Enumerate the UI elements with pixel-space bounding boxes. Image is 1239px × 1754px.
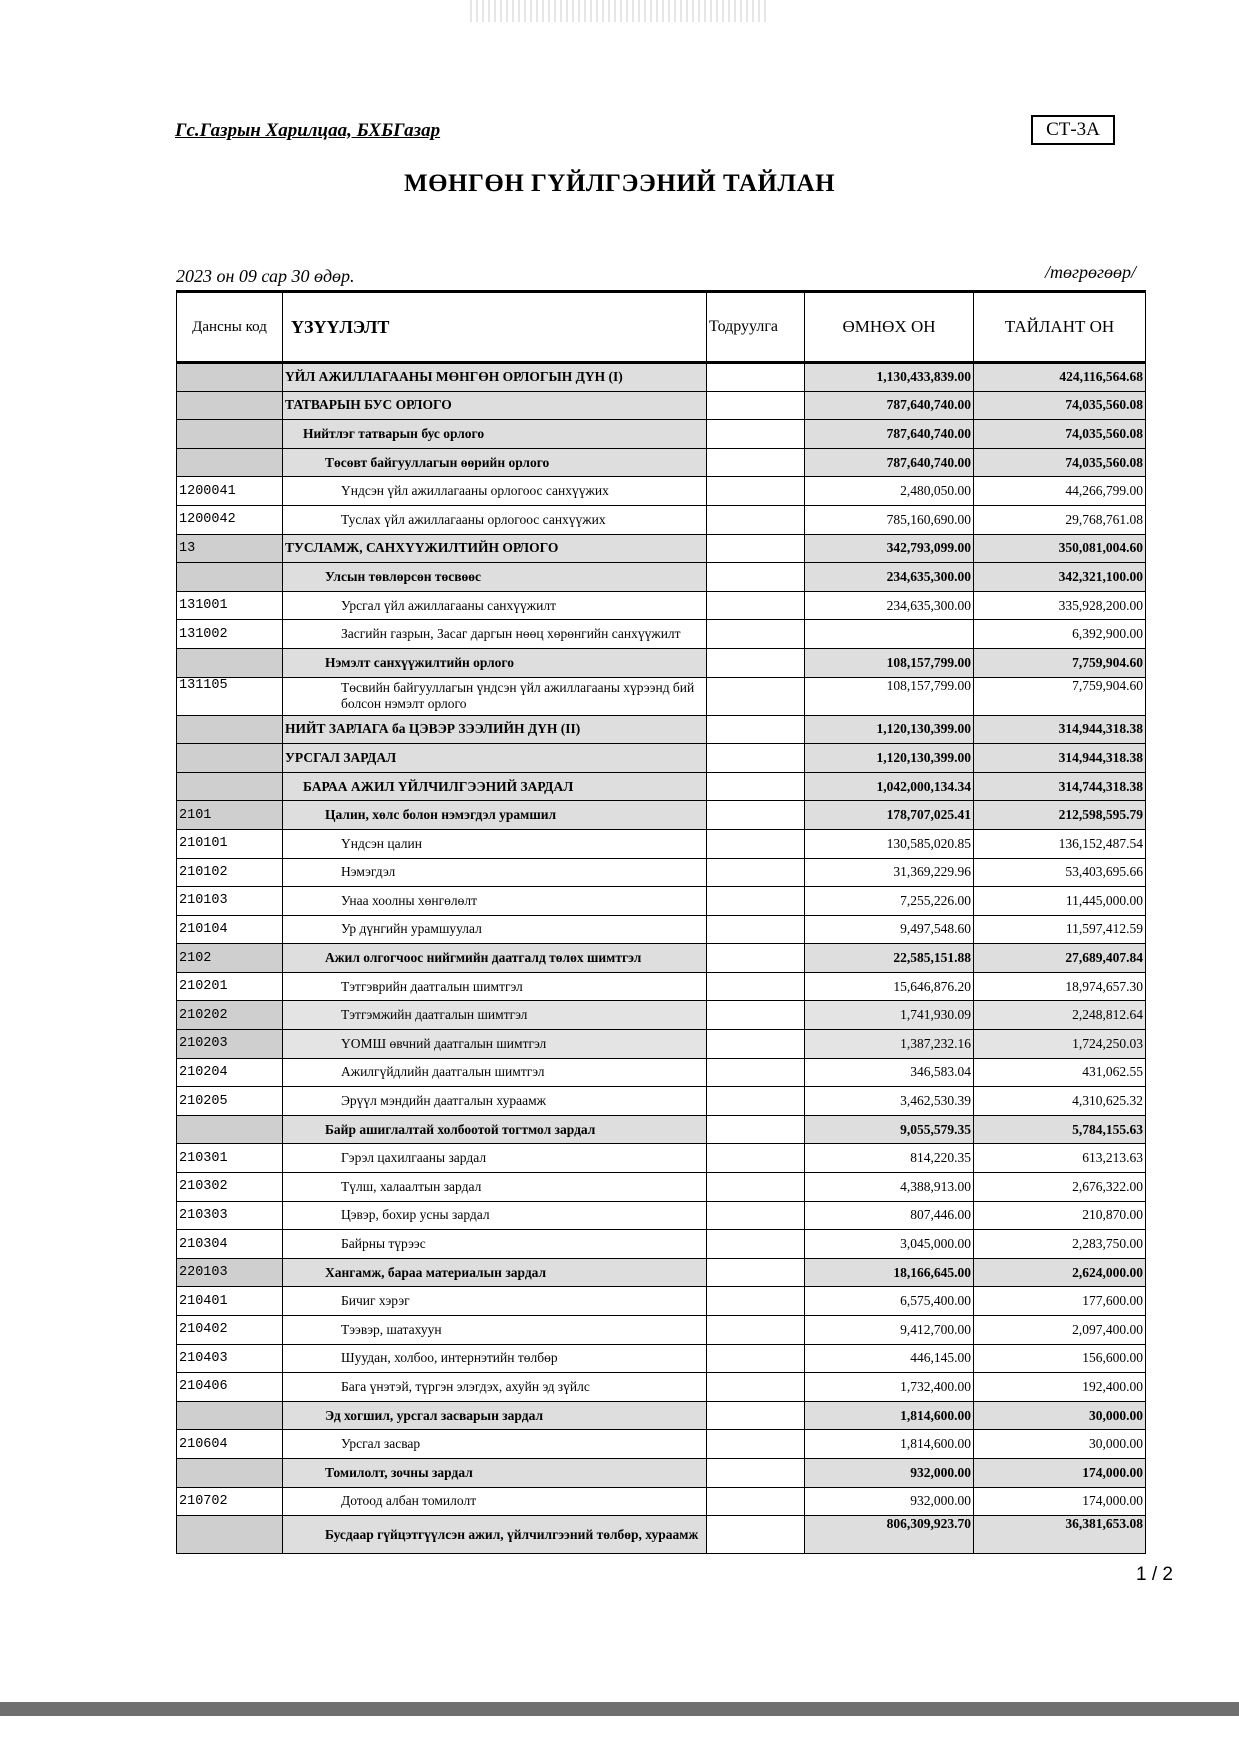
previous-year-cell: 932,000.00 bbox=[805, 1487, 974, 1516]
reporting-year-cell: 424,116,564.68 bbox=[974, 363, 1146, 392]
previous-year-cell bbox=[805, 620, 974, 649]
previous-year-cell: 1,042,000,134.34 bbox=[805, 772, 974, 801]
reporting-year-cell: 2,248,812.64 bbox=[974, 1001, 1146, 1030]
table-row bbox=[177, 420, 1146, 449]
note-cell bbox=[707, 1344, 805, 1373]
table-row bbox=[177, 648, 1146, 677]
note-cell bbox=[707, 972, 805, 1001]
previous-year-cell: 9,055,579.35 bbox=[805, 1115, 974, 1144]
previous-year-cell: 446,145.00 bbox=[805, 1344, 974, 1373]
previous-year-cell: 108,157,799.00 bbox=[805, 648, 974, 677]
table-row bbox=[177, 534, 1146, 563]
previous-year-cell: 787,640,740.00 bbox=[805, 420, 974, 449]
indicator-cell: Үндсэн цалин bbox=[283, 829, 707, 858]
account-code-cell: 210203 bbox=[177, 1030, 283, 1059]
reporting-year-cell: 136,152,487.54 bbox=[974, 829, 1146, 858]
indicator-cell: Нэмэлт санхүүжилтийн орлого bbox=[283, 648, 707, 677]
note-cell bbox=[707, 477, 805, 506]
note-cell bbox=[707, 944, 805, 973]
account-code-cell: 1200042 bbox=[177, 505, 283, 534]
reporting-year-cell: 11,597,412.59 bbox=[974, 915, 1146, 944]
previous-year-cell: 787,640,740.00 bbox=[805, 391, 974, 420]
account-code-cell: 2102 bbox=[177, 944, 283, 973]
table-row bbox=[177, 715, 1146, 744]
account-code-cell bbox=[177, 563, 283, 592]
account-code-cell: 210104 bbox=[177, 915, 283, 944]
previous-year-cell: 31,369,229.96 bbox=[805, 858, 974, 887]
account-code-cell: 210204 bbox=[177, 1058, 283, 1087]
indicator-cell: ҮЙЛ АЖИЛЛАГААНЫ МӨНГӨН ОРЛОГЫН ДҮН (I) bbox=[283, 363, 707, 392]
note-cell bbox=[707, 1287, 805, 1316]
reporting-year-cell: 30,000.00 bbox=[974, 1430, 1146, 1459]
form-code-box: СТ-3А bbox=[1031, 115, 1115, 145]
table-row bbox=[177, 448, 1146, 477]
indicator-cell: Байр ашиглалтай холбоотой тогтмол зардал bbox=[283, 1115, 707, 1144]
reporting-year-cell: 192,400.00 bbox=[974, 1373, 1146, 1402]
reporting-year-cell: 1,724,250.03 bbox=[974, 1030, 1146, 1059]
previous-year-cell: 1,120,130,399.00 bbox=[805, 715, 974, 744]
indicator-cell: Урсгал засвар bbox=[283, 1430, 707, 1459]
previous-year-cell: 1,741,930.09 bbox=[805, 1001, 974, 1030]
reporting-year-cell: 314,944,318.38 bbox=[974, 715, 1146, 744]
previous-year-cell: 6,575,400.00 bbox=[805, 1287, 974, 1316]
note-cell bbox=[707, 1230, 805, 1259]
reporting-year-cell: 18,974,657.30 bbox=[974, 972, 1146, 1001]
table-row bbox=[177, 829, 1146, 858]
reporting-year-cell: 2,676,322.00 bbox=[974, 1173, 1146, 1202]
reporting-year-cell: 350,081,004.60 bbox=[974, 534, 1146, 563]
previous-year-cell: 346,583.04 bbox=[805, 1058, 974, 1087]
indicator-cell: Цалин, хөлс болон нэмэгдэл урамшил bbox=[283, 801, 707, 830]
indicator-cell: Томилолт, зочны зардал bbox=[283, 1458, 707, 1487]
note-cell bbox=[707, 1201, 805, 1230]
table-row bbox=[177, 1087, 1146, 1116]
note-cell bbox=[707, 1487, 805, 1516]
account-code-cell: 131105 bbox=[177, 677, 283, 715]
report-date: 2023 он 09 сар 30 өдөр. bbox=[176, 266, 355, 286]
account-code-cell bbox=[177, 1458, 283, 1487]
reporting-year-cell: 431,062.55 bbox=[974, 1058, 1146, 1087]
note-cell bbox=[707, 391, 805, 420]
indicator-cell: ТАТВАРЫН БУС ОРЛОГО bbox=[283, 391, 707, 420]
previous-year-cell: 15,646,876.20 bbox=[805, 972, 974, 1001]
previous-year-cell: 234,635,300.00 bbox=[805, 591, 974, 620]
reporting-year-cell: 74,035,560.08 bbox=[974, 391, 1146, 420]
previous-year-cell: 234,635,300.00 bbox=[805, 563, 974, 592]
note-cell bbox=[707, 744, 805, 773]
account-code-cell: 210302 bbox=[177, 1173, 283, 1202]
account-code-cell: 210403 bbox=[177, 1344, 283, 1373]
indicator-cell: Тэтгэврийн даатгалын шимтгэл bbox=[283, 972, 707, 1001]
table-row bbox=[177, 1487, 1146, 1516]
report-title: МӨНГӨН ГҮЙЛГЭЭНИЙ ТАЙЛАН bbox=[403, 170, 836, 197]
previous-year-cell: 22,585,151.88 bbox=[805, 944, 974, 973]
table-row bbox=[177, 1173, 1146, 1202]
account-code-cell: 210303 bbox=[177, 1201, 283, 1230]
account-code-cell: 210406 bbox=[177, 1373, 283, 1402]
account-code-cell: 210702 bbox=[177, 1487, 283, 1516]
note-cell bbox=[707, 1516, 805, 1554]
previous-year-cell: 806,309,923.70 bbox=[805, 1516, 974, 1554]
table-row bbox=[177, 363, 1146, 392]
reporting-year-cell: 177,600.00 bbox=[974, 1287, 1146, 1316]
table-row bbox=[177, 591, 1146, 620]
reporting-year-cell: 314,744,318.38 bbox=[974, 772, 1146, 801]
note-cell bbox=[707, 1087, 805, 1116]
account-code-cell: 210402 bbox=[177, 1316, 283, 1345]
table-row bbox=[177, 620, 1146, 649]
previous-year-cell: 1,814,600.00 bbox=[805, 1430, 974, 1459]
note-cell bbox=[707, 1144, 805, 1173]
table-row bbox=[177, 1401, 1146, 1430]
indicator-cell: Бага үнэтэй, түргэн элэгдэх, ахуйн эд зүйлс bbox=[283, 1373, 707, 1402]
account-code-cell bbox=[177, 744, 283, 773]
account-code-cell: 210304 bbox=[177, 1230, 283, 1259]
table-row bbox=[177, 391, 1146, 420]
indicator-cell: Эд хогшил, урсгал засварын зардал bbox=[283, 1401, 707, 1430]
account-code-cell bbox=[177, 648, 283, 677]
previous-year-cell: 787,640,740.00 bbox=[805, 448, 974, 477]
previous-year-cell: 108,157,799.00 bbox=[805, 677, 974, 715]
table-header-row bbox=[177, 292, 1146, 363]
note-cell bbox=[707, 801, 805, 830]
account-code-cell: 220103 bbox=[177, 1258, 283, 1287]
indicator-cell: Гэрэл цахилгааны зардал bbox=[283, 1144, 707, 1173]
reporting-year-cell: 210,870.00 bbox=[974, 1201, 1146, 1230]
table-row bbox=[177, 1373, 1146, 1402]
table-row bbox=[177, 677, 1146, 715]
table-row bbox=[177, 1144, 1146, 1173]
note-cell bbox=[707, 1458, 805, 1487]
table-row bbox=[177, 1001, 1146, 1030]
table-row bbox=[177, 801, 1146, 830]
table-row bbox=[177, 1344, 1146, 1373]
account-code-cell: 210202 bbox=[177, 1001, 283, 1030]
note-cell bbox=[707, 887, 805, 916]
reporting-year-cell: 74,035,560.08 bbox=[974, 448, 1146, 477]
previous-year-cell: 2,480,050.00 bbox=[805, 477, 974, 506]
indicator-cell: Шуудан, холбоо, интернэтийн төлбөр bbox=[283, 1344, 707, 1373]
note-cell bbox=[707, 1030, 805, 1059]
note-cell bbox=[707, 620, 805, 649]
scan-bottom-edge bbox=[0, 1702, 1239, 1716]
note-cell bbox=[707, 1258, 805, 1287]
table-row bbox=[177, 1030, 1146, 1059]
previous-year-cell: 785,160,690.00 bbox=[805, 505, 974, 534]
account-code-cell: 210401 bbox=[177, 1287, 283, 1316]
note-cell bbox=[707, 591, 805, 620]
note-cell bbox=[707, 363, 805, 392]
previous-year-cell: 3,045,000.00 bbox=[805, 1230, 974, 1259]
table-row bbox=[177, 887, 1146, 916]
indicator-cell: Урсгал үйл ажиллагааны санхүүжилт bbox=[283, 591, 707, 620]
note-cell bbox=[707, 1115, 805, 1144]
note-cell bbox=[707, 448, 805, 477]
page-number: 1 / 2 bbox=[1136, 1564, 1173, 1585]
reporting-year-cell: 174,000.00 bbox=[974, 1458, 1146, 1487]
organization-name: Гс.Газрын Харилцаа, БХБГазар bbox=[175, 120, 441, 141]
indicator-cell: Ур дүнгийн урамшуулал bbox=[283, 915, 707, 944]
indicator-cell: Эрүүл мэндийн даатгалын хураамж bbox=[283, 1087, 707, 1116]
note-cell bbox=[707, 715, 805, 744]
previous-year-cell: 18,166,645.00 bbox=[805, 1258, 974, 1287]
account-code-cell bbox=[177, 391, 283, 420]
reporting-year-cell: 174,000.00 bbox=[974, 1487, 1146, 1516]
account-code-cell bbox=[177, 1115, 283, 1144]
previous-year-cell: 4,388,913.00 bbox=[805, 1173, 974, 1202]
note-cell bbox=[707, 1001, 805, 1030]
table-row bbox=[177, 563, 1146, 592]
note-cell bbox=[707, 915, 805, 944]
table-row bbox=[177, 1458, 1146, 1487]
table-row bbox=[177, 944, 1146, 973]
currency-unit: /төгрөгөөр/ bbox=[1044, 262, 1136, 282]
note-cell bbox=[707, 677, 805, 715]
table-body bbox=[177, 363, 1146, 1554]
reporting-year-cell: 11,445,000.00 bbox=[974, 887, 1146, 916]
table-row bbox=[177, 1058, 1146, 1087]
reporting-year-cell: 44,266,799.00 bbox=[974, 477, 1146, 506]
note-cell bbox=[707, 1430, 805, 1459]
scan-artifact bbox=[470, 0, 770, 22]
account-code-cell bbox=[177, 448, 283, 477]
previous-year-cell: 7,255,226.00 bbox=[805, 887, 974, 916]
note-cell bbox=[707, 648, 805, 677]
table-row bbox=[177, 1430, 1146, 1459]
indicator-cell: Дотоод албан томилолт bbox=[283, 1487, 707, 1516]
note-cell bbox=[707, 505, 805, 534]
reporting-year-cell: 613,213.63 bbox=[974, 1144, 1146, 1173]
previous-year-cell: 1,130,433,839.00 bbox=[805, 363, 974, 392]
account-code-cell: 2101 bbox=[177, 801, 283, 830]
indicator-cell: ТУСЛАМЖ, САНХҮҮЖИЛТИЙН ОРЛОГО bbox=[283, 534, 707, 563]
previous-year-cell: 9,412,700.00 bbox=[805, 1316, 974, 1345]
indicator-cell: НИЙТ ЗАРЛАГА ба ЦЭВЭР ЗЭЭЛИЙН ДҮН (II) bbox=[283, 715, 707, 744]
previous-year-cell: 1,732,400.00 bbox=[805, 1373, 974, 1402]
account-code-cell: 13 bbox=[177, 534, 283, 563]
account-code-cell bbox=[177, 1516, 283, 1554]
account-code-cell: 131002 bbox=[177, 620, 283, 649]
reporting-year-cell: 342,321,100.00 bbox=[974, 563, 1146, 592]
indicator-cell: Ажилгүйдлийн даатгалын шимтгэл bbox=[283, 1058, 707, 1087]
table-row bbox=[177, 772, 1146, 801]
indicator-cell: Байрны түрээс bbox=[283, 1230, 707, 1259]
indicator-cell: УРСГАЛ ЗАРДАЛ bbox=[283, 744, 707, 773]
indicator-cell: БАРАА АЖИЛ ҮЙЛЧИЛГЭЭНИЙ ЗАРДАЛ bbox=[283, 772, 707, 801]
reporting-year-cell: 335,928,200.00 bbox=[974, 591, 1146, 620]
table-row bbox=[177, 1316, 1146, 1345]
previous-year-cell: 342,793,099.00 bbox=[805, 534, 974, 563]
note-cell bbox=[707, 534, 805, 563]
reporting-year-cell: 2,624,000.00 bbox=[974, 1258, 1146, 1287]
reporting-year-cell: 156,600.00 bbox=[974, 1344, 1146, 1373]
indicator-cell: Цэвэр, бохир усны зардал bbox=[283, 1201, 707, 1230]
previous-year-cell: 1,120,130,399.00 bbox=[805, 744, 974, 773]
indicator-cell: Хангамж, бараа материалын зардал bbox=[283, 1258, 707, 1287]
indicator-cell: Төсөвт байгууллагын өөрийн орлого bbox=[283, 448, 707, 477]
account-code-cell bbox=[177, 715, 283, 744]
previous-year-cell: 1,814,600.00 bbox=[805, 1401, 974, 1430]
reporting-year-cell: 2,283,750.00 bbox=[974, 1230, 1146, 1259]
table-row bbox=[177, 1230, 1146, 1259]
indicator-cell: Унаа хоолны хөнгөлөлт bbox=[283, 887, 707, 916]
column-header-reporting-year: ТАЙЛАНТ ОН bbox=[974, 292, 1146, 363]
account-code-cell bbox=[177, 363, 283, 392]
note-cell bbox=[707, 1173, 805, 1202]
indicator-cell: Улсын төвлөрсөн төсвөөс bbox=[283, 563, 707, 592]
indicator-cell: Бусдаар гүйцэтгүүлсэн ажил, үйлчилгээний төлбөр, хураамж bbox=[283, 1516, 707, 1554]
account-code-cell: 210102 bbox=[177, 858, 283, 887]
account-code-cell: 210201 bbox=[177, 972, 283, 1001]
account-code-cell: 210101 bbox=[177, 829, 283, 858]
account-code-cell: 210604 bbox=[177, 1430, 283, 1459]
reporting-year-cell: 29,768,761.08 bbox=[974, 505, 1146, 534]
previous-year-cell: 814,220.35 bbox=[805, 1144, 974, 1173]
reporting-year-cell: 5,784,155.63 bbox=[974, 1115, 1146, 1144]
account-code-cell bbox=[177, 772, 283, 801]
reporting-year-cell: 2,097,400.00 bbox=[974, 1316, 1146, 1345]
reporting-year-cell: 314,944,318.38 bbox=[974, 744, 1146, 773]
account-code-cell: 210205 bbox=[177, 1087, 283, 1116]
indicator-cell: Нийтлэг татварын бус орлого bbox=[283, 420, 707, 449]
indicator-cell: Төсвийн байгууллагын үндсэн үйл ажиллагааны хүрээнд бий болсон нэмэлт орлого bbox=[283, 677, 707, 715]
indicator-cell: Тээвэр, шатахуун bbox=[283, 1316, 707, 1345]
previous-year-cell: 932,000.00 bbox=[805, 1458, 974, 1487]
reporting-year-cell: 6,392,900.00 bbox=[974, 620, 1146, 649]
table-row bbox=[177, 972, 1146, 1001]
reporting-year-cell: 27,689,407.84 bbox=[974, 944, 1146, 973]
table-row bbox=[177, 1201, 1146, 1230]
cash-flow-table bbox=[176, 290, 1146, 1554]
note-cell bbox=[707, 1316, 805, 1345]
note-cell bbox=[707, 829, 805, 858]
previous-year-cell: 9,497,548.60 bbox=[805, 915, 974, 944]
indicator-cell: Туслах үйл ажиллагааны орлогоос санхүүжих bbox=[283, 505, 707, 534]
account-code-cell: 131001 bbox=[177, 591, 283, 620]
indicator-cell: Нэмэгдэл bbox=[283, 858, 707, 887]
indicator-cell: Засгийн газрын, Засаг даргын нөөц хөрөнгийн санхүүжилт bbox=[283, 620, 707, 649]
previous-year-cell: 178,707,025.41 bbox=[805, 801, 974, 830]
indicator-cell: ҮОМШ өвчний даатгалын шимтгэл bbox=[283, 1030, 707, 1059]
reporting-year-cell: 74,035,560.08 bbox=[974, 420, 1146, 449]
reporting-year-cell: 53,403,695.66 bbox=[974, 858, 1146, 887]
note-cell bbox=[707, 1373, 805, 1402]
reporting-year-cell: 36,381,653.08 bbox=[974, 1516, 1146, 1554]
note-cell bbox=[707, 858, 805, 887]
column-header-code: Дансны код bbox=[177, 292, 283, 363]
reporting-year-cell: 7,759,904.60 bbox=[974, 677, 1146, 715]
reporting-year-cell: 4,310,625.32 bbox=[974, 1087, 1146, 1116]
indicator-cell: Бичиг хэрэг bbox=[283, 1287, 707, 1316]
table-row bbox=[177, 915, 1146, 944]
table-row bbox=[177, 477, 1146, 506]
note-cell bbox=[707, 1401, 805, 1430]
account-code-cell: 210103 bbox=[177, 887, 283, 916]
account-code-cell bbox=[177, 420, 283, 449]
reporting-year-cell: 212,598,595.79 bbox=[974, 801, 1146, 830]
indicator-cell: Түлш, халаалтын зардал bbox=[283, 1173, 707, 1202]
account-code-cell: 210301 bbox=[177, 1144, 283, 1173]
previous-year-cell: 130,585,020.85 bbox=[805, 829, 974, 858]
table-row bbox=[177, 1287, 1146, 1316]
table-row bbox=[177, 505, 1146, 534]
note-cell bbox=[707, 420, 805, 449]
table-row bbox=[177, 744, 1146, 773]
previous-year-cell: 807,446.00 bbox=[805, 1201, 974, 1230]
previous-year-cell: 3,462,530.39 bbox=[805, 1087, 974, 1116]
column-header-previous-year: ӨМНӨХ ОН bbox=[805, 292, 974, 363]
table-row bbox=[177, 1516, 1146, 1554]
table-row bbox=[177, 1115, 1146, 1144]
reporting-year-cell: 30,000.00 bbox=[974, 1401, 1146, 1430]
table-row bbox=[177, 1258, 1146, 1287]
account-code-cell bbox=[177, 1401, 283, 1430]
column-header-note: Тодруулга bbox=[707, 292, 805, 363]
reporting-year-cell: 7,759,904.60 bbox=[974, 648, 1146, 677]
note-cell bbox=[707, 1058, 805, 1087]
note-cell bbox=[707, 563, 805, 592]
indicator-cell: Ажил олгогчоос нийгмийн даатгалд төлөх шимтгэл bbox=[283, 944, 707, 973]
indicator-cell: Тэтгэмжийн даатгалын шимтгэл bbox=[283, 1001, 707, 1030]
table-row bbox=[177, 858, 1146, 887]
indicator-cell: Үндсэн үйл ажиллагааны орлогоос санхүүжих bbox=[283, 477, 707, 506]
previous-year-cell: 1,387,232.16 bbox=[805, 1030, 974, 1059]
account-code-cell: 1200041 bbox=[177, 477, 283, 506]
note-cell bbox=[707, 772, 805, 801]
column-header-indicator: ҮЗҮҮЛЭЛТ bbox=[283, 292, 707, 363]
